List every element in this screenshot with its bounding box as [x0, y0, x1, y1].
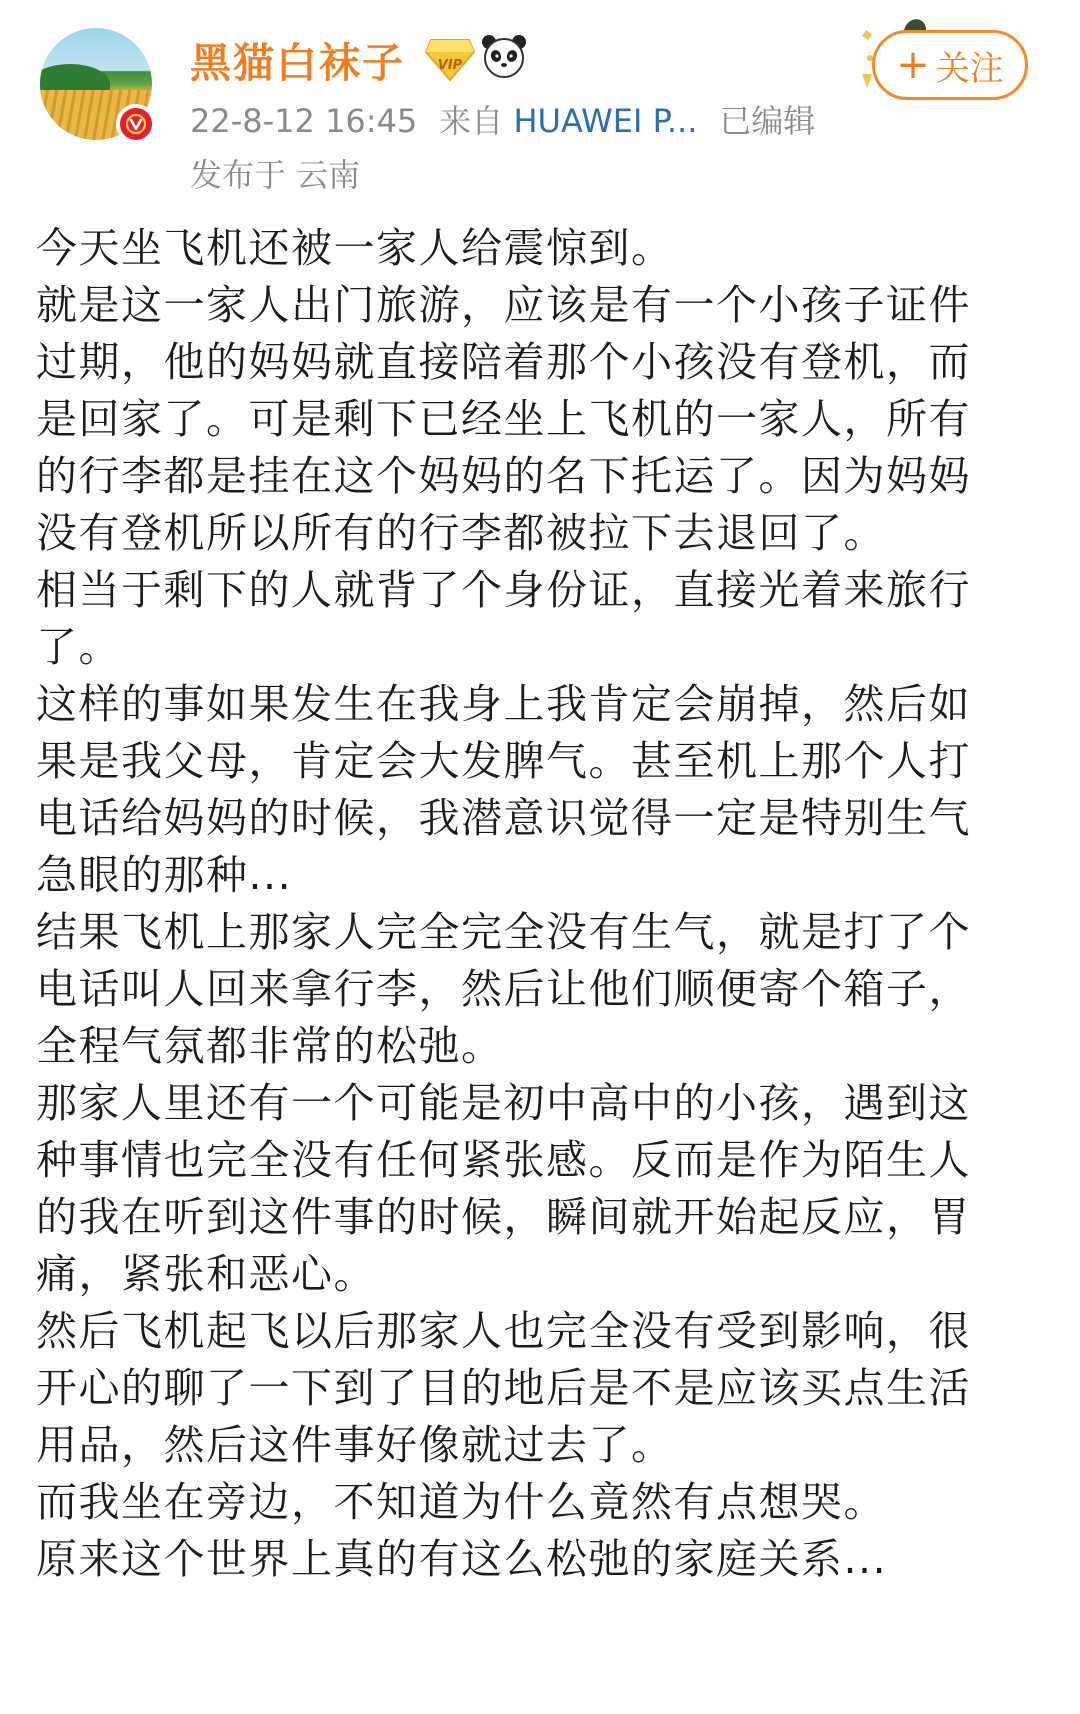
- post-meta: [190, 96, 815, 142]
- body-line: 了。: [36, 623, 121, 671]
- body-line: 那家人里还有一个可能是初中高中的小孩，遇到这: [36, 1079, 971, 1127]
- verified-v-glyph: [125, 113, 147, 135]
- body-line: 就是这一家人出门旅游，应该是有一个小孩子证件: [36, 281, 971, 329]
- body-line: 开心的聊了一下到了目的地后是不是应该买点生活: [36, 1364, 971, 1412]
- vip-badge-text: VIP: [437, 58, 463, 73]
- body-line: 是回家了。可是剩下已经坐上飞机的一家人，所有: [36, 395, 971, 443]
- body-line: 种事情也完全没有任何紧张感。反而是作为陌生人: [36, 1136, 971, 1184]
- body-line: 相当于剩下的人就背了个身份证，直接光着来旅行: [36, 566, 971, 614]
- body-line: 用品，然后这件事好像就过去了。: [36, 1421, 674, 1469]
- edited-label[interactable]: 已编辑: [719, 102, 816, 140]
- body-line: 没有登机所以所有的行李都被拉下去退回了。: [36, 509, 886, 557]
- body-line: 电话给妈妈的时候，我潜意识觉得一定是特别生气: [36, 794, 971, 842]
- body-line: 过期，他的妈妈就直接陪着那个小孩没有登机，而: [36, 338, 971, 386]
- vip-diamond-icon: [425, 36, 475, 82]
- plus-icon: +: [896, 42, 930, 88]
- body-line: 电话叫人回来拿行李，然后让他们顺便寄个箱子，: [36, 965, 971, 1013]
- body-line: 痛，紧张和恶心。: [36, 1250, 376, 1298]
- post-header: [0, 0, 1080, 200]
- panda-icon: [480, 32, 528, 80]
- post-location: 发布于 云南: [190, 156, 361, 194]
- verified-v-icon: [116, 104, 156, 144]
- body-line: 全程气氛都非常的松弛。: [36, 1022, 504, 1070]
- source-prefix: 来自: [439, 102, 504, 140]
- source-device-link[interactable]: HUAWEI P...: [513, 102, 698, 140]
- post-timestamp: 22-8-12 16:45: [190, 102, 418, 140]
- follow-button[interactable]: [872, 30, 1028, 100]
- body-line: 原来这个世界上真的有这么松弛的家庭关系...: [36, 1535, 888, 1583]
- body-line: 结果飞机上那家人完全完全没有生气，就是打了个: [36, 908, 971, 956]
- body-line: 果是我父母，肯定会大发脾气。甚至机上那个人打: [36, 737, 971, 785]
- body-line: 这样的事如果发生在我身上我肯定会崩掉，然后如: [36, 680, 971, 728]
- body-line: 急眼的那种...: [36, 851, 293, 899]
- author-name[interactable]: 黑猫白袜子: [190, 39, 405, 87]
- body-line: 的行李都是挂在这个妈妈的名下托运了。因为妈妈: [36, 452, 971, 500]
- body-line: 的我在听到这件事的时候，瞬间就开始起反应，胃: [36, 1193, 971, 1241]
- body-line: 然后飞机起飞以后那家人也完全没有受到影响，很: [36, 1307, 971, 1355]
- post-body: [36, 220, 1036, 1588]
- follow-label: 关注: [935, 48, 1004, 89]
- body-line: 而我坐在旁边，不知道为什么竟然有点想哭。: [36, 1478, 886, 1526]
- body-line: 今天坐飞机还被一家人给震惊到。: [36, 224, 674, 272]
